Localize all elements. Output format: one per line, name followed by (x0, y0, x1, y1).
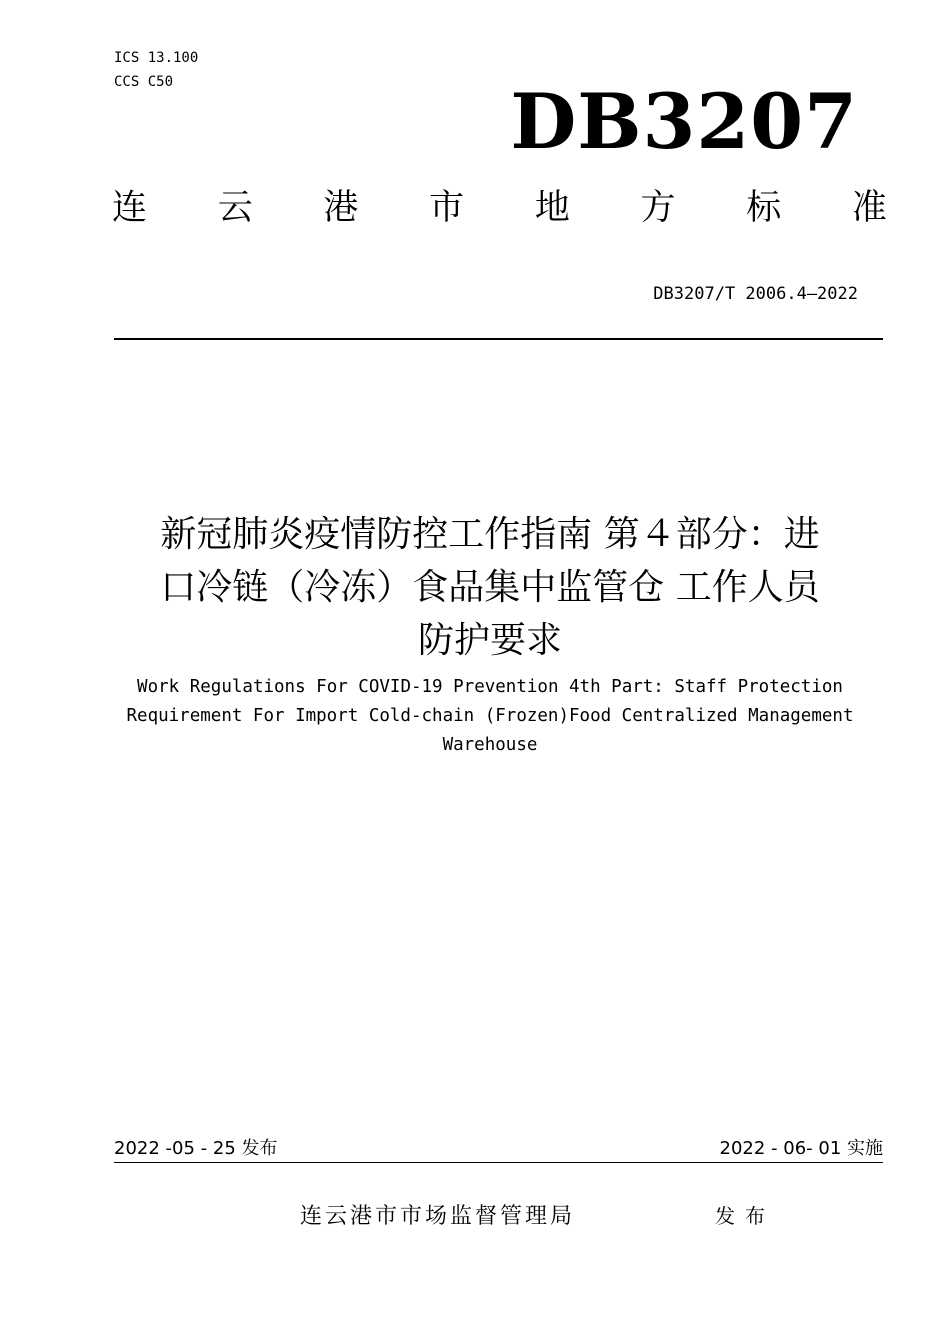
title-zh-line: 新冠肺炎疫情防控工作指南 第４部分：进 (160, 514, 820, 555)
title-en-line: Requirement For Import Cold-chain (Frozen)Food Centralized Management (126, 706, 854, 726)
title-zh-line: 口冷链（冷冻）食品集中监管仓 工作人员 (160, 567, 820, 608)
standard-type-char: 标 (746, 188, 782, 228)
ics-code: ICS 13.100 (114, 50, 199, 66)
title-en-line: Warehouse (442, 735, 538, 755)
issuing-authority: 连云港市市场监督管理局 (300, 1204, 576, 1229)
header-divider (114, 338, 883, 340)
title-en-line: Work Regulations For COVID-19 Prevention 4th Part: Staff Protection (137, 677, 843, 697)
issue-label: 发布 (715, 1204, 775, 1228)
standard-type-title (112, 186, 887, 230)
standard-type-char: 连 (112, 188, 148, 228)
standard-code-logo: DB3207 (510, 77, 858, 166)
standard-type-char: 云 (217, 188, 253, 228)
standard-type-char: 准 (851, 188, 887, 228)
standard-number: DB3207/T 2006.4—2022 (653, 284, 858, 304)
title-zh-line: 防护要求 (417, 620, 562, 661)
standard-type-char: 方 (640, 188, 676, 228)
issue-date: 2022 -05 - 25 发布 (114, 1138, 278, 1159)
implementation-date: 2022 - 06- 01 实施 (719, 1138, 883, 1159)
standard-type-char: 地 (534, 188, 570, 228)
standard-type-char: 港 (323, 188, 359, 228)
document-title-zh (100, 508, 880, 667)
footer-divider (114, 1162, 883, 1163)
ccs-code: CCS C50 (114, 74, 174, 90)
document-title-en (96, 673, 884, 760)
standard-type-char: 市 (429, 188, 465, 228)
